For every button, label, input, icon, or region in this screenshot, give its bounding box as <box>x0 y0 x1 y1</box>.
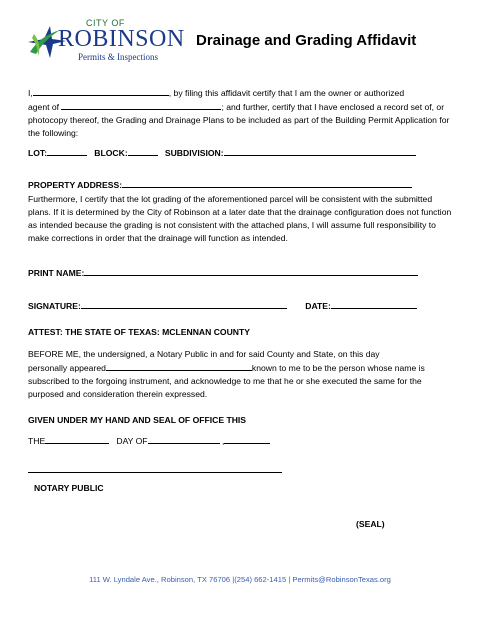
page-title: Drainage and Grading Affidavit <box>196 32 417 49</box>
the-label: THE <box>28 436 46 446</box>
notary-public-label: NOTARY PUBLIC <box>34 483 104 493</box>
logo-name: ROBINSON <box>58 26 185 52</box>
name-field[interactable] <box>33 86 169 96</box>
day-of-label: DAY OF <box>116 436 148 446</box>
footer <box>0 575 480 584</box>
seal-label: (SEAL) <box>356 519 385 529</box>
subdivision-field[interactable] <box>224 146 416 156</box>
attest-heading: ATTEST: THE STATE OF TEXAS: MCLENNAN COUNTY <box>28 327 250 337</box>
logo-subtitle: Permits & Inspections <box>78 52 158 62</box>
property-address-label: PROPERTY ADDRESS: <box>28 180 123 190</box>
lot-label: LOT: <box>28 148 48 158</box>
logo-city-of: CITY OF <box>86 18 125 28</box>
intro-paragraph <box>28 86 454 140</box>
agent-of-field[interactable] <box>61 100 221 110</box>
print-name-label: PRINT NAME: <box>28 268 85 278</box>
date-of-seal-row <box>28 434 270 448</box>
footer-address: 111 W. Lyndale Ave., Robinson, TX 76706 <box>89 575 231 584</box>
intro-rest: of, or photocopy thereof, the Grading and Drainage Plans to be included as part of the Building Permit Application for the following: <box>28 102 450 138</box>
before-me-paragraph <box>28 348 454 401</box>
property-address-row <box>28 178 412 192</box>
footer-email[interactable]: Permits@RobinsonTexas.org <box>292 575 391 584</box>
print-name-field[interactable] <box>84 266 418 276</box>
intro-i: I, <box>28 88 33 98</box>
property-address-field[interactable] <box>122 178 412 188</box>
signature-row <box>28 299 417 313</box>
date-field[interactable] <box>331 299 417 309</box>
intro-text-1: , by filing this affidavit certify that I am the owner or authorized <box>168 88 405 98</box>
city-logo <box>26 18 185 66</box>
intro-agent-of: agent of <box>28 102 60 112</box>
block-field[interactable] <box>128 146 158 156</box>
before-me-appeared: personally appeared <box>28 363 106 373</box>
comma: , <box>221 436 225 446</box>
given-under-heading: GIVEN UNDER MY HAND AND SEAL OF OFFICE THIS <box>28 415 247 425</box>
intro-text-2: ; and further, certify that I have enclosed a record set <box>221 102 423 112</box>
footer-separator-1: | <box>232 575 235 584</box>
block-label: BLOCK: <box>94 148 128 158</box>
notary-signature-line[interactable] <box>28 472 282 473</box>
date-label: DATE: <box>305 301 331 311</box>
footer-phone: (254) 662-1415 <box>234 575 287 584</box>
appeared-field[interactable] <box>106 361 252 371</box>
before-me-rest: name is subscribed to the forgoing instrument, and acknowledge to me that he or she executed the same for the purposed and consideration therein expressed. <box>28 363 425 399</box>
print-name-row <box>28 266 418 280</box>
furthermore-paragraph: Furthermore, I certify that the lot grading of the aforementioned parcel will be consistent with the submitted plans. If it is determined by the City of Robinson at a later date that the drainage configuration does not function as intended because the grading is not consistent with the attached plans, I will assume full responsibility to make corrections in order that the drainage will function as intended. <box>28 194 452 243</box>
year-field[interactable] <box>221 434 270 446</box>
month-field[interactable] <box>148 434 220 444</box>
before-me-known: known to me to be the person whose <box>251 363 393 373</box>
lot-row <box>28 146 416 160</box>
signature-label: SIGNATURE: <box>28 301 81 311</box>
signature-field[interactable] <box>81 299 287 309</box>
before-me-line1: BEFORE ME, the undersigned, a Notary Public in and for said County and State, on this day <box>28 349 380 359</box>
lot-field[interactable] <box>47 146 87 156</box>
footer-separator-2: | <box>288 575 291 584</box>
subdivision-label: SUBDIVISION: <box>164 148 224 158</box>
day-field[interactable] <box>45 434 109 444</box>
